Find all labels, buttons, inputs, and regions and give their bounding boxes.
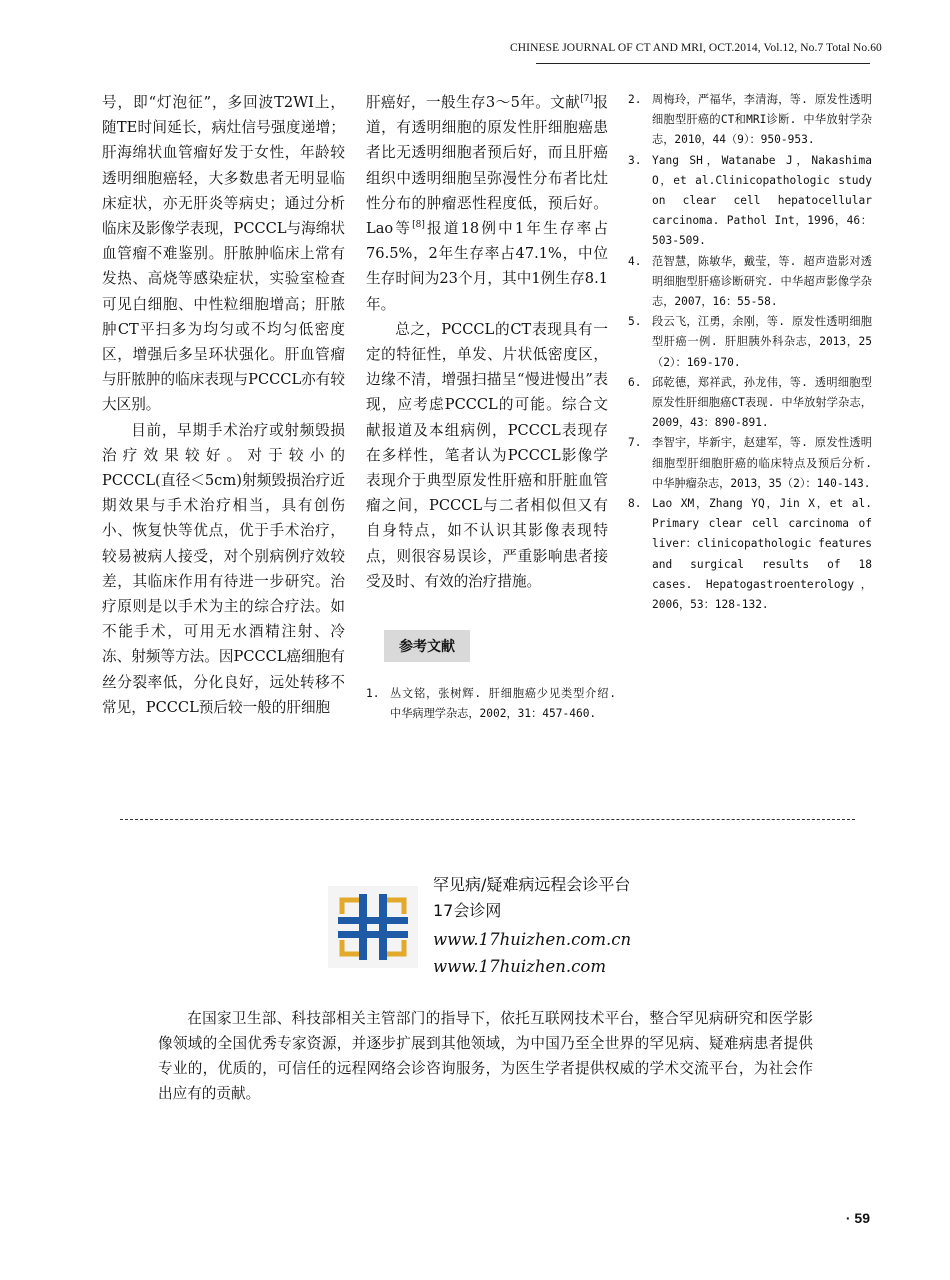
paragraph-prognosis [366, 90, 608, 317]
reference-number: 5. [628, 315, 642, 329]
platform-url-com[interactable]: www.17huizhen.com [433, 957, 606, 976]
citation-7[interactable]: [7] [580, 94, 593, 105]
reference-number: 2. [628, 93, 642, 106]
citation-8[interactable]: [8] [412, 220, 425, 231]
reference-text: Yang SH，Watanabe J，Nakashima O，et al.Clinicopathologic study on clear cell hepatocellular carcinoma. Pathol Int，1996，46：503-509. [652, 153, 872, 248]
body-column-1 [102, 90, 345, 720]
reference-text: 范智慧，陈敏华，戴莹，等. 超声造影对透明细胞型肝癌诊断研究. 中华超声影像学杂志，2007，16：55-58. [652, 254, 872, 309]
section-divider [120, 819, 855, 820]
huizhen-logo-icon [328, 886, 418, 968]
reference-text: 段云飞，江勇，余刚，等. 原发性透明细胞型肝癌一例. 肝胆胰外科杂志，2013，25（2）：169-170. [652, 315, 872, 369]
reference-text: 丛文铭，张树辉. 肝细胞癌少见类型介绍. 中华病理学杂志，2002，31：457-460. [390, 687, 616, 721]
reference-item [628, 433, 872, 494]
header-rule [536, 63, 870, 64]
reference-text: 周梅玲，严福华，李清海，等. 原发性透明细胞型肝癌的CT和MRI诊断. 中华放射学杂志，2010，44（9）：950-953. [652, 93, 872, 147]
prognosis-text-c: 报道18例中1年生存率占76.5%，2年生存率占47.1%，中位生存时间为23个月，其中1例生存8.1年。 [366, 220, 608, 313]
reference-number: 6. [628, 375, 642, 389]
reference-text: 邱乾德，郑祥武，孙龙伟，等. 透明细胞型原发性肝细胞癌CT表现. 中华放射学杂志，2009，43：890-891. [652, 375, 872, 430]
references-list-left [366, 684, 616, 724]
prognosis-text-b: 报道，有透明细胞的原发性肝细胞癌患者比无透明细胞者预后好，而且肝癌组织中透明细胞呈弥漫性分布者比灶性分布的肿瘤恶性程度低，预后好。Lao等 [366, 94, 608, 238]
reference-number: 7. [628, 436, 642, 450]
references-list-right [628, 90, 872, 615]
reference-item [628, 312, 872, 373]
platform-name: 17会诊网 [433, 901, 502, 920]
journal-header: CHINESE JOURNAL OF CT AND MRI, OCT.2014, Vol.12, No.7 Total No.60 [510, 42, 882, 54]
references-heading: 参考文献 [384, 630, 470, 662]
reference-item [366, 684, 616, 724]
reference-item [628, 373, 872, 434]
page-number: · 59 [845, 1210, 870, 1226]
body-column-2 [366, 90, 608, 594]
reference-number: 8. [628, 497, 642, 511]
reference-item [628, 151, 872, 252]
platform-url-cn[interactable]: www.17huizhen.com.cn [433, 930, 632, 949]
paragraph-conclusion: 总之，PCCCL的CT表现具有一定的特征性，单发、片状低密度区，边缘不清，增强扫描呈“慢进慢出”表现，应考虑PCCCL的可能。综合文献报道及本组病例，PCCCL表现存在多样性，笔者认为PCCCL影像学表现介于典型原发性肝癌和肝脏血管瘤之间，PCCCL与二者相似但又有自身特点，如不认识其影像表现特点，则很容易误诊，严重影响患者接受及时、有效的治疗措施。 [366, 320, 608, 590]
reference-text: Lao XM，Zhang YQ，Jin X，et al. Primary clear cell carcinoma of liver：clinicopathologic features and surgical results of 18 cases. Hepatogastroenterology，2006，53：128-132. [652, 497, 872, 612]
reference-number: 3. [628, 153, 642, 167]
reference-item [628, 494, 872, 615]
platform-description: 在国家卫生部、科技部相关主管部门的指导下，依托互联网技术平台，整合罕见病研究和医学影像领域的全国优秀专家资源，并逐步扩展到其他领域，为中国乃至全世界的罕见病、疑难病患者提供专业的，优质的，可信任的远程网络会诊咨询服务，为医生学者提供权威的学术交流平台，为社会作出应有的贡献。 [158, 1010, 813, 1102]
paragraph-differential: 号，即“灯泡征”，多回波T2WI上，随TE时间延长，病灶信号强度递增；肝海绵状血管瘤好发于女性，年龄较透明细胞癌轻，大多数患者无明显临床症状，亦无肝炎等病史；通过分析临床及影像学表现，PCCCL与海绵状血管瘤不难鉴别。肝脓肿临床上常有发热、高烧等感染症状，实验室检查可见白细胞、中性粒细胞增高；肝脓肿CT平扫多为均匀或不均匀低密度区，增强后多呈环状强化。肝血管瘤与肝脓肿的临床表现与PCCCL亦有较大区别。 [102, 94, 345, 414]
reference-number: 4. [628, 254, 642, 268]
reference-number: 1. [366, 687, 380, 700]
paragraph-treatment: 目前，早期手术治疗或射频毁损治疗效果较好。对于较小的PCCCL(直径＜5cm)射频毁损治疗近期效果与手术治疗相当，具有创伤小、恢复快等优点，优于手术治疗，较易被病人接受，对个别病例疗效较差，其临床作用有待进一步研究。治疗原则是以手术为主的综合疗法。如不能手术，可用无水酒精注射、冷冻、射频等方法。因PCCCL癌细胞有丝分裂率低，分化良好，远处转移不常见，PCCCL预后较一般的肝细胞 [102, 421, 345, 716]
prognosis-text-a: 肝癌好，一般生存3～5年。文献 [366, 94, 581, 111]
platform-title: 罕见病/疑难病远程会诊平台 [433, 875, 631, 894]
reference-item [628, 90, 872, 151]
reference-text: 李智宇，毕新宇，赵建军，等. 原发性透明细胞型肝细胞肝癌的临床特点及预后分析. 中华肿瘤杂志，2013，35（2）：140-143. [652, 436, 872, 490]
reference-item [628, 252, 872, 313]
